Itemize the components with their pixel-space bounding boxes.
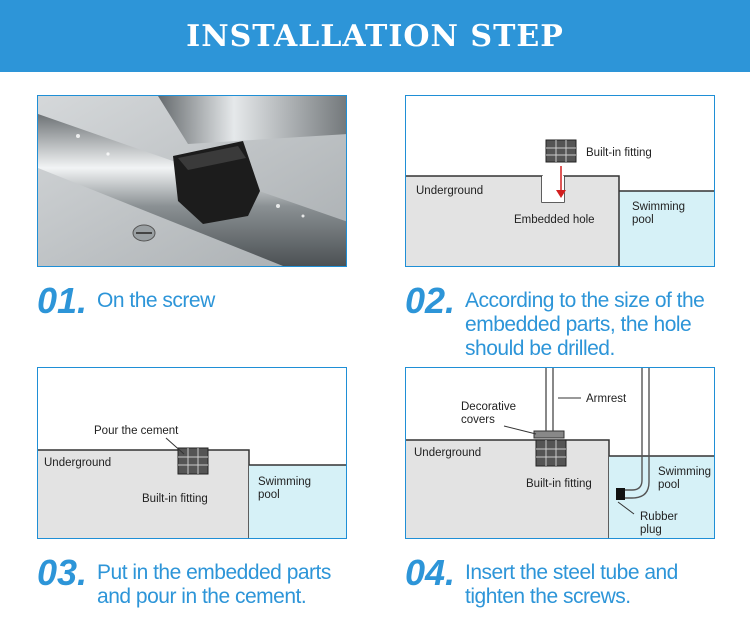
label-fitting: Built-in fitting — [526, 478, 592, 490]
step-3-number: 03. — [37, 552, 88, 593]
step-2-text-line: should be drilled. — [465, 337, 615, 360]
step-1-photo — [37, 95, 347, 267]
page-title: INSTALLATION STEP — [186, 18, 564, 54]
step-2-diagram — [405, 95, 715, 267]
step-1-text-line: On the screw — [97, 289, 215, 312]
label-pool-line2: pool — [258, 489, 280, 501]
step-1-number: 01. — [37, 280, 88, 321]
label-pool-line1: Swimming — [632, 201, 686, 213]
step-4-number: 04. — [405, 552, 456, 593]
rubber-plug-icon — [616, 488, 625, 500]
label-pool-line1: Swimming — [658, 466, 712, 478]
built-in-fitting-icon — [546, 140, 576, 162]
step-3-text-line: and pour in the cement. — [97, 585, 307, 608]
decorative-cover-icon — [534, 431, 564, 438]
screw-photo-illustration — [38, 96, 347, 267]
step-3-diagram — [37, 367, 347, 539]
label-pool-line1: Swimming — [258, 476, 312, 488]
step-3-text-line: Put in the embedded parts — [97, 561, 331, 584]
step-1-caption — [37, 280, 215, 321]
step-2-text-line: According to the size of the — [465, 289, 705, 312]
label-plug-line1: Rubber — [640, 511, 678, 523]
label-fitting: Built-in fitting — [142, 493, 208, 505]
label-covers-line1: Decorative — [461, 401, 516, 413]
label-covers-line2: covers — [461, 414, 495, 426]
step-3-caption — [37, 552, 331, 609]
label-hole: Embedded hole — [514, 214, 595, 226]
label-underground: Underground — [44, 457, 112, 469]
step-4-diagram — [405, 367, 715, 539]
label-plug-line2: plug — [640, 524, 662, 536]
label-underground: Underground — [414, 447, 482, 459]
step-2-number: 02. — [405, 280, 456, 321]
built-in-fitting-icon — [536, 440, 566, 466]
label-pool-line2: pool — [632, 214, 654, 226]
label-cement: Pour the cement — [94, 425, 179, 437]
step-4-text-line: Insert the steel tube and — [465, 561, 678, 584]
built-in-fitting-icon — [178, 448, 208, 474]
step-2-caption — [405, 280, 705, 361]
step-2-text-line: embedded parts, the hole — [465, 313, 692, 336]
label-fitting: Built-in fitting — [586, 147, 652, 159]
label-armrest: Armrest — [586, 393, 627, 405]
header-banner — [0, 0, 750, 72]
step-4-text-line: tighten the screws. — [465, 585, 631, 608]
step-4-caption — [405, 552, 678, 609]
label-underground: Underground — [416, 185, 484, 197]
label-pool-line2: pool — [658, 479, 680, 491]
